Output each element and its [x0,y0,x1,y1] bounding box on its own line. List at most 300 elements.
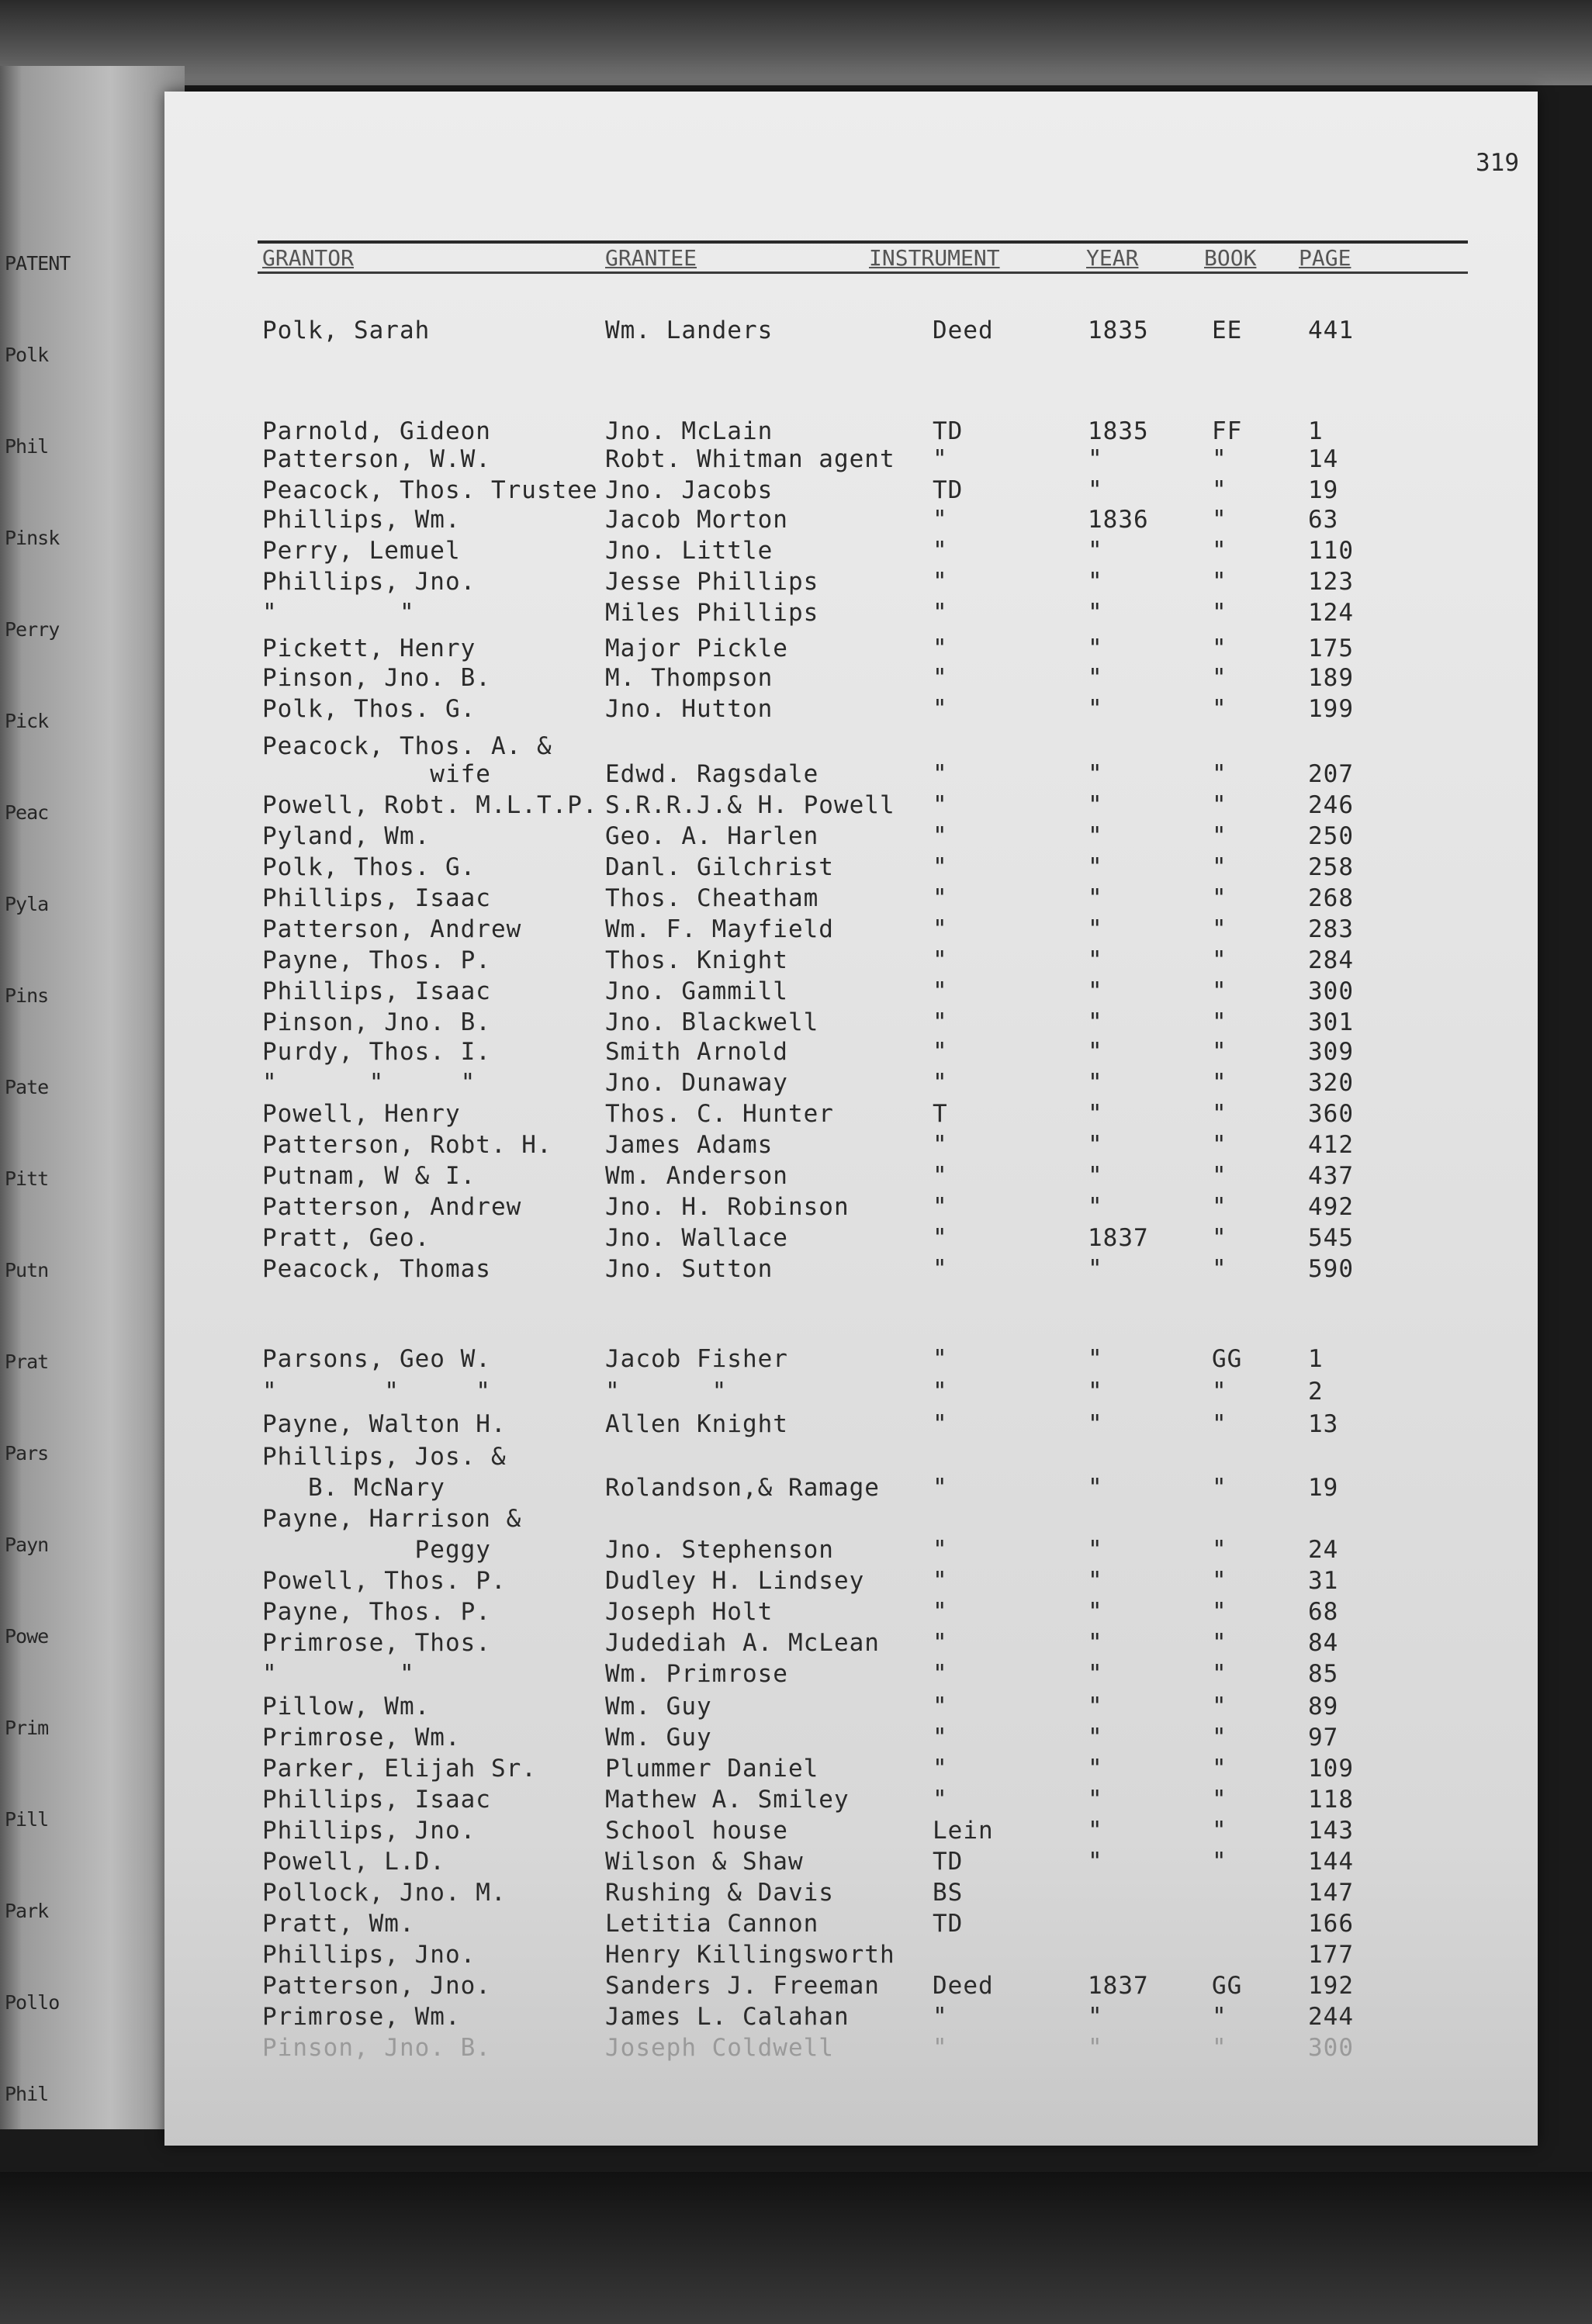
cell-year: " [1088,1693,1103,1721]
cell-grantor: Peacock, Thos. Trustee [262,476,598,504]
cell-page: 31 [1308,1567,1339,1595]
margin-snippet: Park [5,1900,49,1922]
cell-year: " [1088,635,1103,662]
cell-year: " [1088,2034,1103,2062]
cell-book: " [1212,1224,1227,1252]
cell-year: " [1088,884,1103,912]
cell-grantor: Purdy, Thos. I. [262,1038,491,1066]
table-row [164,417,1538,448]
cell-page: 124 [1308,599,1354,627]
cell-grantor: Parnold, Gideon [262,417,491,445]
cell-grantor: Parsons, Geo W. [262,1345,491,1373]
cell-grantee: Dudley H. Lindsey [605,1567,865,1595]
cell-grantee: Rushing & Davis [605,1879,834,1907]
cell-book: " [1212,1567,1227,1595]
cell-grantor: Polk, Thos. G. [262,853,476,881]
cell-instrument: " [933,1660,948,1688]
cell-page: 166 [1308,1910,1354,1938]
cell-year: " [1088,1724,1103,1752]
cell-instrument: " [933,1536,948,1564]
cell-instrument: " [933,946,948,974]
cell-book: " [1212,915,1227,943]
cell-book: " [1212,1536,1227,1564]
header-rule [258,240,1468,244]
cell-book: " [1212,822,1227,850]
cell-book: " [1212,1038,1227,1066]
cell-book: " [1212,1162,1227,1190]
table-row [164,1536,1538,1567]
cell-page: 143 [1308,1817,1354,1845]
table-row [164,1378,1538,1409]
cell-grantee: Wm. F. Mayfield [605,915,834,943]
cell-instrument: T [933,1100,948,1128]
cell-page: 175 [1308,635,1354,662]
cell-grantor: wife [262,760,491,788]
cell-page: 199 [1308,695,1354,723]
cell-instrument: " [933,1008,948,1036]
cell-grantee: Thos. C. Hunter [605,1100,834,1128]
cell-page: 309 [1308,1038,1354,1066]
cell-page: 246 [1308,791,1354,819]
margin-snippet: Pate [5,1076,49,1098]
table-row [164,1910,1538,1941]
table-row [164,1660,1538,1691]
header-page: PAGE [1299,245,1351,271]
cell-grantor: Powell, Thos. P. [262,1567,507,1595]
cell-year: " [1088,1536,1103,1564]
cell-grantor: B. McNary [262,1474,445,1502]
cell-grantee: James Adams [605,1131,774,1159]
cell-book: EE [1212,316,1243,344]
cell-book: " [1212,1255,1227,1283]
cell-page: 177 [1308,1941,1354,1969]
margin-snippet: Pollo [5,1991,60,2014]
cell-grantor: Peggy [262,1536,491,1564]
cell-grantor: Perry, Lemuel [262,537,461,565]
cell-year: " [1088,2003,1103,2031]
margin-snippet: Pill [5,1808,49,1831]
cell-year: 1835 [1088,417,1149,445]
cell-instrument: " [933,635,948,662]
cell-instrument: BS [933,1879,964,1907]
cell-grantor: Primrose, Wm. [262,1724,461,1752]
cell-grantor: Putnam, W & I. [262,1162,476,1190]
cell-grantee: Geo. A. Harlen [605,822,819,850]
table-row [164,1410,1538,1441]
cell-grantor: Pollock, Jno. M. [262,1879,507,1907]
cell-grantee: Jno. Wallace [605,1224,788,1252]
cell-grantor: Polk, Thos. G. [262,695,476,723]
cell-year: " [1088,1817,1103,1845]
cell-year: 1835 [1088,316,1149,344]
cell-page: 109 [1308,1755,1354,1783]
table-row [164,1038,1538,1069]
cell-instrument: " [933,1567,948,1595]
header-year: YEAR [1086,245,1139,271]
table-row [164,1817,1538,1848]
cell-grantee: Miles Phillips [605,599,819,627]
cell-page: 244 [1308,2003,1354,2031]
table-row [164,1848,1538,1879]
cell-year: " [1088,537,1103,565]
table-row [164,1131,1538,1162]
cell-grantor: Phillips, Isaac [262,1786,491,1814]
cell-grantee: Joseph Coldwell [605,2034,834,2062]
cell-grantor: Phillips, Wm. [262,506,461,534]
cell-book: " [1212,1660,1227,1688]
cell-grantor: Powell, L.D. [262,1848,445,1876]
cell-book: " [1212,1755,1227,1783]
header-instrument: INSTRUMENT [869,245,1000,271]
cell-page: 189 [1308,664,1354,692]
cell-year: " [1088,853,1103,881]
cell-grantee: Jacob Fisher [605,1345,788,1373]
ledger-page [164,92,1538,2146]
cell-grantee: Wm. Guy [605,1693,712,1721]
cell-year: " [1088,946,1103,974]
cell-year: " [1088,1660,1103,1688]
cell-book: " [1212,977,1227,1005]
cell-book: " [1212,506,1227,534]
table-row [164,791,1538,822]
cell-grantee: Thos. Cheatham [605,884,819,912]
film-edge-bottom [0,2172,1592,2324]
cell-page: 84 [1308,1629,1339,1657]
cell-year: " [1088,1131,1103,1159]
cell-grantor: " " " [262,1069,476,1097]
cell-grantee: Jno. Gammill [605,977,788,1005]
cell-year: " [1088,915,1103,943]
table-row [164,1724,1538,1755]
cell-page: 300 [1308,977,1354,1005]
cell-grantor: Patterson, Andrew [262,915,522,943]
cell-instrument: TD [933,1910,964,1938]
cell-grantor: Phillips, Jno. [262,568,476,596]
margin-snippet: Pinsk [5,527,60,549]
cell-grantee: Wm. Landers [605,316,774,344]
cell-year: " [1088,822,1103,850]
cell-grantor: Parker, Elijah Sr. [262,1755,537,1783]
cell-book: " [1212,1131,1227,1159]
cell-instrument: " [933,915,948,943]
table-row [164,316,1538,348]
cell-grantee: Jacob Morton [605,506,788,534]
cell-page: 360 [1308,1100,1354,1128]
cell-page: 590 [1308,1255,1354,1283]
cell-book: " [1212,1100,1227,1128]
cell-year: " [1088,1598,1103,1626]
cell-page: 118 [1308,1786,1354,1814]
cell-page: 320 [1308,1069,1354,1097]
cell-book: " [1212,1008,1227,1036]
margin-snippet: Polk [5,344,49,366]
table-row [164,445,1538,476]
margin-snippet: Peac [5,801,49,824]
cell-year: " [1088,977,1103,1005]
table-row [164,1879,1538,1910]
cell-page: 284 [1308,946,1354,974]
cell-grantee: Plummer Daniel [605,1755,819,1783]
margin-snippet: Pick [5,710,49,732]
cell-grantee: Danl. Gilchrist [605,853,834,881]
cell-book: " [1212,1193,1227,1221]
cell-year: " [1088,599,1103,627]
cell-grantee: Judediah A. McLean [605,1629,880,1657]
cell-page: 24 [1308,1536,1339,1564]
cell-book: " [1212,1724,1227,1752]
cell-grantee: School house [605,1817,788,1845]
table-row [164,476,1538,507]
header-grantor: GRANTOR [262,245,355,271]
cell-grantor: Primrose, Wm. [262,2003,461,2031]
cell-grantee: Sanders J. Freeman [605,1972,880,2000]
cell-book: " [1212,568,1227,596]
cell-book: " [1212,664,1227,692]
margin-snippet: Pyla [5,893,49,915]
cell-grantor: Payne, Thos. P. [262,1598,491,1626]
cell-instrument: " [933,1378,948,1406]
cell-page: 192 [1308,1972,1354,2000]
cell-grantee: Thos. Knight [605,946,788,974]
margin-snippet: Phil [5,435,49,458]
cell-instrument: " [933,1474,948,1502]
margin-snippet: Pins [5,984,49,1007]
film-edge-top [0,0,1592,85]
cell-instrument: " [933,568,948,596]
table-row [164,1443,1538,1474]
cell-grantor: " " " [262,1378,491,1406]
cell-page: 258 [1308,853,1354,881]
cell-grantee: Jno. H. Robinson [605,1193,850,1221]
cell-page: 301 [1308,1008,1354,1036]
adjacent-page [0,66,185,2129]
table-row [164,2003,1538,2034]
cell-year: 1836 [1088,506,1149,534]
cell-year: " [1088,1410,1103,1438]
cell-page: 1 [1308,417,1324,445]
cell-grantee: Joseph Holt [605,1598,774,1626]
cell-instrument: " [933,977,948,1005]
table-row [164,1941,1538,1972]
cell-page: 441 [1308,316,1354,344]
cell-page: 63 [1308,506,1339,534]
cell-page: 144 [1308,1848,1354,1876]
cell-instrument: " [933,1410,948,1438]
cell-grantee: Jno. Sutton [605,1255,774,1283]
table-row [164,537,1538,568]
cell-grantor: Payne, Thos. P. [262,946,491,974]
cell-page: 545 [1308,1224,1354,1252]
cell-grantor: Pyland, Wm. [262,822,431,850]
cell-year: " [1088,1008,1103,1036]
cell-instrument: " [933,1224,948,1252]
cell-book: FF [1212,417,1243,445]
cell-instrument: " [933,506,948,534]
cell-grantee: Major Pickle [605,635,788,662]
cell-grantee: Jno. Dunaway [605,1069,788,1097]
cell-grantee: Wm. Anderson [605,1162,788,1190]
cell-grantor: Patterson, Robt. H. [262,1131,552,1159]
cell-book: " [1212,1474,1227,1502]
cell-book: GG [1212,1345,1243,1373]
cell-book: " [1212,1598,1227,1626]
cell-book: " [1212,791,1227,819]
cell-book: " [1212,2034,1227,2062]
cell-instrument: " [933,1193,948,1221]
cell-page: 283 [1308,915,1354,943]
cell-book: " [1212,1848,1227,1876]
cell-instrument: " [933,791,948,819]
cell-page: 13 [1308,1410,1339,1438]
cell-grantor: Phillips, Isaac [262,977,491,1005]
cell-grantor: Pinson, Jno. B. [262,664,491,692]
cell-grantee: Jno. Stephenson [605,1536,834,1564]
cell-year: " [1088,1100,1103,1128]
cell-grantor: Payne, Harrison & [262,1505,522,1533]
table-row [164,884,1538,915]
cell-page: 1 [1308,1345,1324,1373]
cell-instrument: " [933,1724,948,1752]
margin-snippet: Perry [5,618,60,641]
cell-grantee: Jno. Jacobs [605,476,774,504]
cell-instrument: " [933,1786,948,1814]
cell-page: 207 [1308,760,1354,788]
table-row [164,1567,1538,1598]
cell-grantee: Letitia Cannon [605,1910,819,1938]
cell-page: 85 [1308,1660,1339,1688]
cell-instrument: " [933,1755,948,1783]
cell-grantor: Peacock, Thos. A. & [262,732,552,760]
cell-grantee: Allen Knight [605,1410,788,1438]
table-row [164,1505,1538,1536]
cell-book: " [1212,1629,1227,1657]
margin-snippet: Pars [5,1442,49,1465]
cell-book: " [1212,1378,1227,1406]
table-row [164,1972,1538,2003]
header-underline [258,271,1468,274]
cell-book: " [1212,1693,1227,1721]
cell-grantor: Patterson, Andrew [262,1193,522,1221]
cell-book: " [1212,599,1227,627]
cell-grantor: Powell, Henry [262,1100,461,1128]
table-row [164,1255,1538,1286]
cell-instrument: Deed [933,1972,994,2000]
table-row [164,1693,1538,1724]
table-row [164,732,1538,763]
cell-grantor: Payne, Walton H. [262,1410,507,1438]
cell-page: 123 [1308,568,1354,596]
cell-grantee: Jno. Blackwell [605,1008,819,1036]
cell-page: 110 [1308,537,1354,565]
cell-book: " [1212,1410,1227,1438]
cell-grantee: Henry Killingsworth [605,1941,895,1969]
cell-grantor: Phillips, Jno. [262,1817,476,1845]
cell-page: 300 [1308,2034,1354,2062]
cell-year: " [1088,1069,1103,1097]
cell-instrument: " [933,822,948,850]
cell-grantee: Mathew A. Smiley [605,1786,850,1814]
cell-page: 68 [1308,1598,1339,1626]
cell-instrument: " [933,445,948,473]
cell-page: 14 [1308,445,1339,473]
cell-grantee: M. Thompson [605,664,774,692]
margin-snippet: Prim [5,1717,49,1739]
cell-grantor: Phillips, Isaac [262,884,491,912]
table-row [164,635,1538,666]
cell-page: 19 [1308,1474,1339,1502]
cell-grantee: Smith Arnold [605,1038,788,1066]
cell-book: " [1212,476,1227,504]
cell-book: " [1212,884,1227,912]
cell-grantor: Phillips, Jno. [262,1941,476,1969]
cell-instrument: TD [933,417,964,445]
margin-snippet: Pitt [5,1167,49,1190]
cell-grantor: Peacock, Thomas [262,1255,491,1283]
cell-instrument: Deed [933,316,994,344]
table-row [164,1100,1538,1131]
cell-instrument: " [933,537,948,565]
page-number: 319 [1476,149,1519,177]
cell-book: " [1212,853,1227,881]
cell-year: " [1088,1193,1103,1221]
cell-grantor: Primrose, Thos. [262,1629,491,1657]
table-row [164,1069,1538,1100]
cell-year: " [1088,1474,1103,1502]
cell-instrument: Lein [933,1817,994,1845]
cell-grantee: S.R.R.J.& H. Powell [605,791,895,819]
cell-year: " [1088,1378,1103,1406]
cell-instrument: " [933,695,948,723]
cell-grantor: Pickett, Henry [262,635,476,662]
table-row [164,1008,1538,1039]
cell-instrument: TD [933,476,964,504]
cell-page: 2 [1308,1378,1324,1406]
table-row [164,695,1538,726]
table-row [164,760,1538,791]
cell-grantor: Pillow, Wm. [262,1693,431,1721]
cell-grantor: Patterson, W.W. [262,445,491,473]
cell-grantee: Rolandson,& Ramage [605,1474,880,1502]
table-row [164,1224,1538,1255]
cell-year: " [1088,760,1103,788]
cell-page: 89 [1308,1693,1339,1721]
cell-instrument: " [933,1069,948,1097]
table-row [164,599,1538,630]
cell-page: 437 [1308,1162,1354,1190]
cell-book: " [1212,445,1227,473]
cell-year: " [1088,1629,1103,1657]
margin-snippet: Putn [5,1259,49,1281]
header-book: BOOK [1204,245,1257,271]
margin-snippet: Payn [5,1534,49,1556]
cell-grantee: Wm. Primrose [605,1660,788,1688]
cell-year: " [1088,791,1103,819]
table-row [164,946,1538,977]
cell-grantor: " " [262,1660,415,1688]
cell-grantor: " " [262,599,415,627]
cell-grantee: Robt. Whitman agent [605,445,895,473]
cell-grantee: Jno. McLain [605,417,774,445]
cell-instrument: " [933,760,948,788]
cell-page: 250 [1308,822,1354,850]
table-row [164,1598,1538,1629]
margin-snippet: PATENT [5,252,71,275]
cell-book: " [1212,537,1227,565]
margin-snippet: Phil [5,2083,49,2105]
cell-year: 1837 [1088,1224,1149,1252]
cell-year: " [1088,695,1103,723]
cell-grantee: James L. Calahan [605,2003,850,2031]
